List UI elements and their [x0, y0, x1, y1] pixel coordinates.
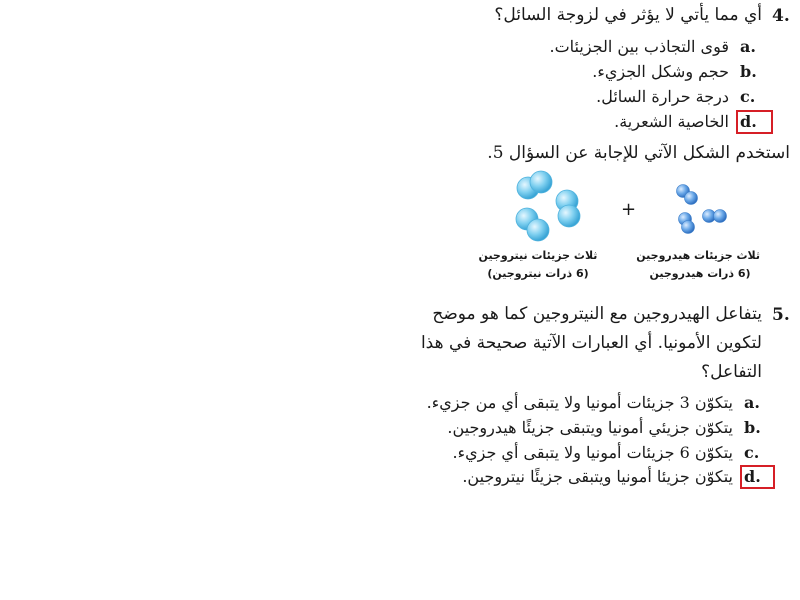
option-text: درجة حرارة السائل.	[596, 87, 729, 106]
option-letter: c.	[740, 87, 756, 106]
plus-sign: +	[621, 199, 637, 220]
nitrogen-sublabel: (6 ذرات نيتروجين)	[487, 267, 589, 280]
option-text: قوى التجاذب بين الجزيئات.	[549, 37, 729, 56]
question-4-text: أي مما يأتي لا يؤثر في لزوجة السائل؟	[494, 5, 762, 25]
option-letter: b.	[740, 62, 757, 81]
option-text: يتكوّن 6 جزيئات أمونيا ولا يتبقى أي جزيء.	[452, 443, 733, 462]
question-5-line-1: يتفاعل الهيدروجين مع النيتروجين كما هو موضح	[432, 304, 762, 324]
option-letter: d.	[744, 467, 761, 486]
option-letter: a.	[740, 37, 756, 56]
hydrogen-atom	[714, 210, 727, 223]
option-text: يتكوّن 3 جزيئات أمونيا ولا يتبقى أي من جزيء.	[426, 393, 733, 412]
nitrogen-atom	[527, 219, 549, 241]
option-letter: c.	[744, 443, 760, 462]
hydrogen-sublabel: (6 ذرات هيدروجين	[649, 267, 751, 280]
option-letter: b.	[744, 418, 761, 437]
question-5-number: 5.	[772, 305, 790, 325]
figure-instruction: استخدم الشكل الآتي للإجابة عن السؤال 5.	[487, 143, 790, 163]
hydrogen-atom	[682, 221, 695, 234]
nitrogen-label: ثلاث جزيئات نيتروجين	[478, 249, 598, 262]
nitrogen-atom	[530, 171, 552, 193]
option-letter: d.	[740, 112, 757, 131]
option-text: الخاصية الشعرية.	[614, 112, 729, 131]
option-text: يتكوّن جزيئي أمونيا ويتبقى جزيئًا هيدروجين.	[447, 418, 733, 437]
nitrogen-atom	[558, 205, 580, 227]
hydrogen-atom	[685, 192, 698, 205]
hydrogen-molecules	[677, 185, 727, 234]
option-text: حجم وشكل الجزيء.	[592, 62, 729, 81]
question-5-line-2: لتكوين الأمونيا. أي العبارات الآتية صحيحة في هذا	[420, 333, 762, 353]
question-5-line-3: التفاعل؟	[701, 362, 762, 382]
option-letter: a.	[744, 393, 760, 412]
nitrogen-molecules	[516, 171, 580, 241]
question-4-number: 4.	[772, 6, 790, 26]
option-text: يتكوّن جزيئا أمونيا ويتبقى جزيئًا نيتروجين.	[462, 467, 733, 486]
hydrogen-label: ثلاث جزيئات هيدروجين	[636, 249, 760, 262]
